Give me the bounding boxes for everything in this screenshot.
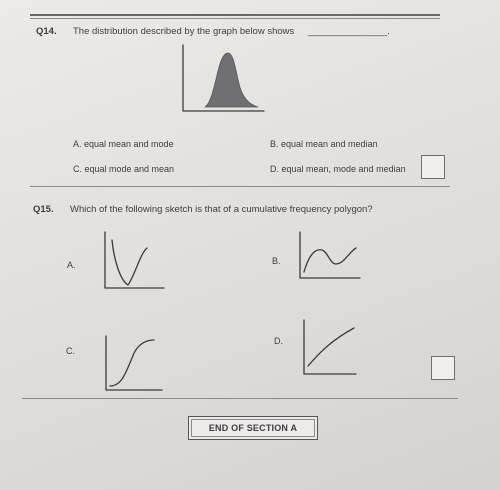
q15-number: Q15. [33,204,54,215]
top-rule [30,14,440,16]
q15-label-a[interactable]: A. [67,260,76,270]
q15-answer-box[interactable] [431,356,455,380]
q15-sketch-d-axes [304,320,356,374]
q15-sketch-a[interactable] [100,230,168,290]
q14-distribution-curve [205,53,258,107]
q14-divider [30,186,450,187]
q15-label-b[interactable]: B. [272,256,281,266]
q15-sketch-a-curve [112,240,147,285]
q14-option-d[interactable]: D. equal mean, mode and median [270,164,406,174]
q15-sketch-a-axes [105,232,164,288]
q15-sketch-b-axes [300,232,360,278]
q15-sketch-b[interactable] [294,230,364,282]
q15-label-d[interactable]: D. [274,336,283,346]
q15-sketch-c[interactable] [100,334,166,392]
end-of-section-label [188,416,318,440]
q15-sketch-d[interactable] [298,318,360,378]
q15-sketch-b-curve [304,248,356,272]
q14-option-a[interactable]: A. equal mean and mode [73,139,174,149]
q15-sketch-c-curve [110,340,154,386]
q15-sketch-c-axes [106,336,162,390]
q14-answer-box[interactable] [421,155,445,179]
q15-divider [22,398,458,399]
q14-number: Q14. [36,26,57,37]
top-rule-thin [30,18,440,19]
q14-option-b[interactable]: B. equal mean and median [270,139,378,149]
q14-question-text: The distribution described by the graph below shows [73,26,295,37]
q14-option-c[interactable]: C. equal mode and mean [73,164,175,174]
q14-distribution-graph [180,45,270,117]
q15-label-c[interactable]: C. [66,346,75,356]
q15-question-text: Which of the following sketch is that of a cumulative frequency polygon? [70,204,373,215]
end-of-section-text: END OF SECTION A [208,423,298,433]
q14-answer-blank: _______________. [308,26,390,37]
q15-sketch-d-curve [308,328,354,366]
